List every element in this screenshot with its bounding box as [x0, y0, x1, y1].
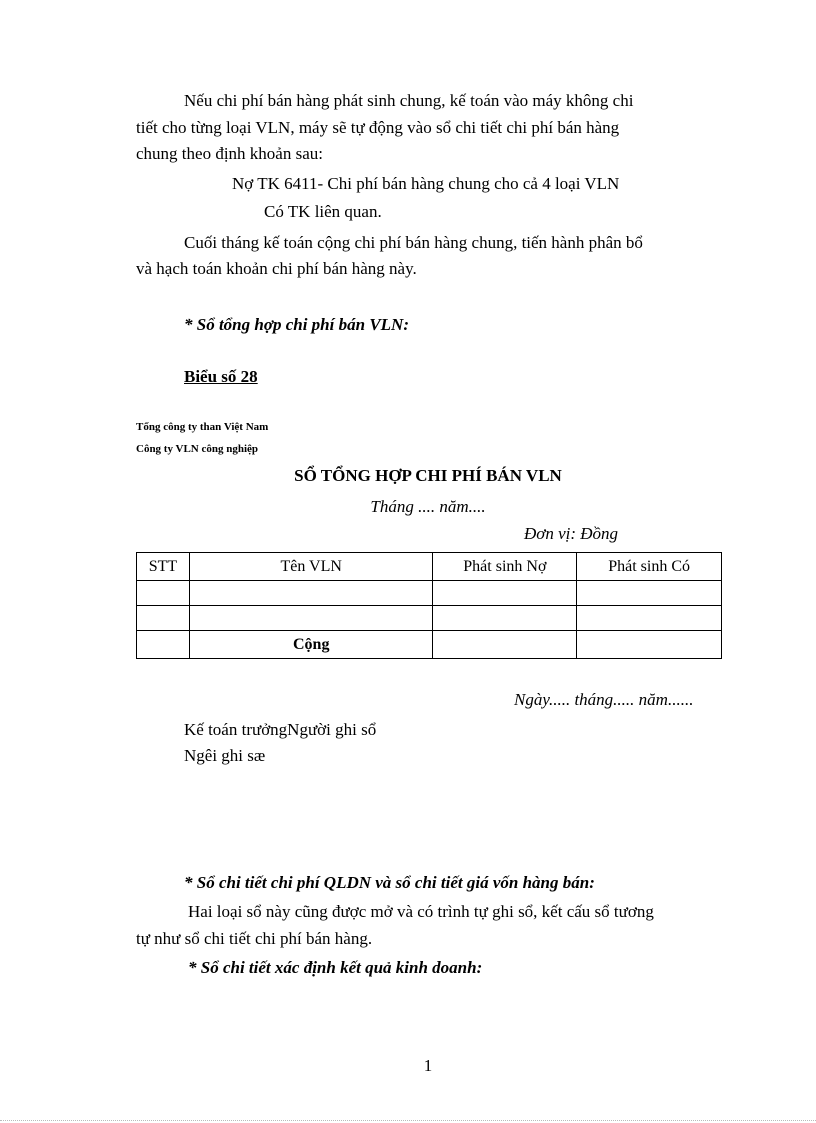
journal-entry-credit: Có TK liên quan.: [264, 202, 382, 221]
paragraph-2-line-2: và hạch toán khoản chi phí bán hàng này.: [136, 259, 417, 278]
table-header-row: [137, 553, 722, 581]
journal-entry-debit: Nợ TK 6411- Chi phí bán hàng chung cho cả 4 loại VLN: [232, 174, 620, 193]
company-name: Công ty VLN công nghiệp: [136, 443, 259, 455]
table-cell: [433, 606, 577, 631]
table-cell: [433, 581, 577, 606]
table-cell: [137, 606, 190, 631]
header-ten-vln: Tên VLN: [189, 553, 433, 581]
table-cell: [189, 606, 433, 631]
parent-company-name: Tổng công ty than Việt Nam: [136, 421, 269, 433]
paragraph-1-line-1: Nếu chi phí bán hàng phát sinh chung, kế toán vào máy không chi: [184, 91, 634, 110]
page-bottom-divider: [0, 1120, 816, 1121]
section-heading-summary-ledger: * Sổ tổng hợp chi phí bán VLN:: [184, 315, 409, 334]
page-number: 1: [423, 1056, 433, 1075]
table-cell: [189, 581, 433, 606]
table-cell: [577, 581, 722, 606]
section-2-body-line-2: tự như sổ chi tiết chi phí bán hàng.: [136, 929, 373, 948]
header-phat-sinh-no: Phát sinh Nợ: [433, 553, 577, 581]
section-2-body-line-1: Hai loại sổ này cũng được mở và có trình tự ghi sổ, kết cấu sổ tương: [188, 902, 654, 921]
summary-ledger-table: [136, 552, 722, 659]
signature-line-2: Ngêi ghi sæ: [184, 746, 266, 765]
paragraph-1-line-3: chung theo định khoản sau:: [136, 144, 323, 163]
header-stt: STT: [137, 553, 190, 581]
total-label: Cộng: [189, 631, 433, 659]
table-cell: [433, 631, 577, 659]
paragraph-2-line-1: Cuối tháng kế toán cộng chi phí bán hàng chung, tiến hành phân bổ: [184, 233, 643, 252]
table-cell: [577, 606, 722, 631]
table-cell: [577, 631, 722, 659]
table-cell: [137, 631, 190, 659]
table-cell: [137, 581, 190, 606]
signature-line-1: Kế toán trưởngNgười ghi sổ: [184, 720, 377, 739]
table-row: [137, 606, 722, 631]
section-heading-business-results: * Sổ chi tiết xác định kết quả kinh doanh:: [188, 958, 483, 977]
section-heading-qldn: * Sổ chi tiết chi phí QLDN và sổ chi tiết giá vốn hàng bán:: [184, 873, 595, 892]
table-row: [137, 581, 722, 606]
ledger-unit: Đơn vị: Đồng: [524, 524, 619, 543]
paragraph-1-line-2: tiết cho từng loại VLN, máy sẽ tự động vào sổ chi tiết chi phí bán hàng: [136, 118, 620, 137]
ledger-period: Tháng .... năm....: [370, 497, 486, 516]
form-number-label: Biểu số 28: [184, 367, 258, 386]
ledger-title: SỔ TỔNG HỢP CHI PHÍ BÁN VLN: [294, 466, 562, 485]
header-phat-sinh-co: Phát sinh Có: [577, 553, 722, 581]
date-line: Ngày..... tháng..... năm......: [514, 690, 694, 709]
table-total-row: [137, 631, 722, 659]
